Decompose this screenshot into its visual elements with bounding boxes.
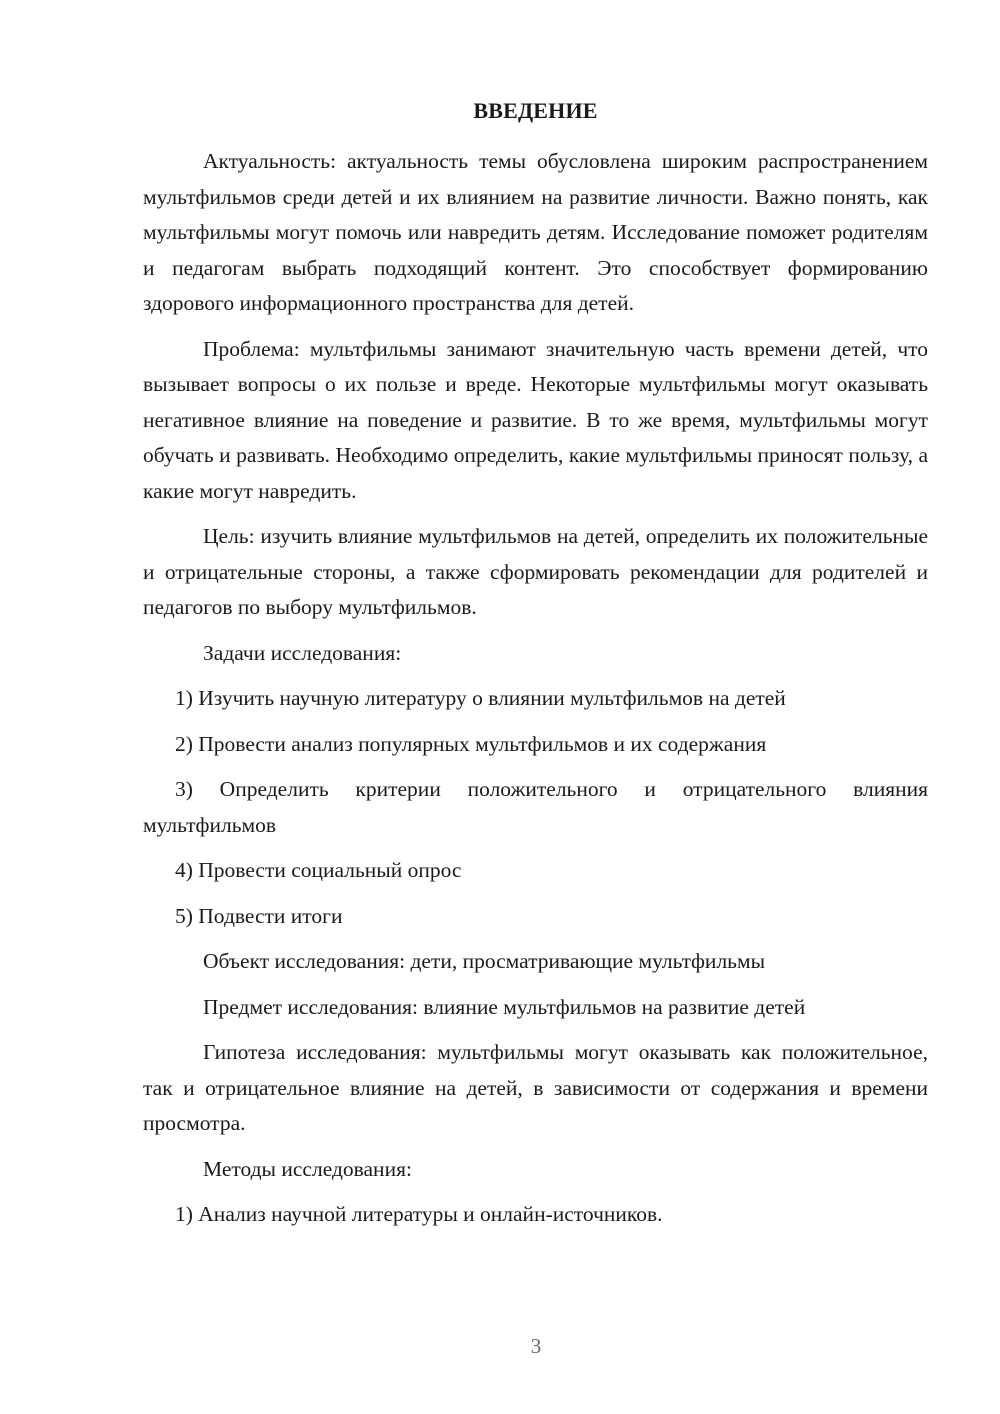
task-item: 5) Подвести итоги [175, 903, 343, 928]
section-title: ВВЕДЕНИЕ [473, 98, 598, 123]
method-item: 1) Анализ научной литературы и онлайн-источников. [175, 1202, 663, 1226]
research-hypothesis: Гипотеза исследования: мультфильмы могут оказывать как положительное, так и отрицательное влияние на детей, в зависимости от содержания и времени просмотра. [143, 1040, 928, 1135]
research-subject: Предмет исследования: влияние мультфильмов на развитие детей [203, 994, 806, 1019]
problem-paragraph: Проблема: мультфильмы занимают значительную часть времени детей, что вызывает вопросы о их пользе и вреде. Некоторые мультфильмы могут оказывать негативное влияние на поведение и развитие. В то же время, мультфильмы могут обучать и развивать. Необходимо определить, какие мультфильмы приносят пользу, а какие могут навредить. [143, 336, 928, 503]
page-number: 3 [530, 1334, 542, 1358]
methods-heading: Методы исследования: [203, 1156, 412, 1181]
task-item: 3) Определить критерии положительного и отрицательного влияния мультфильмов [143, 777, 928, 837]
task-item: 1) Изучить научную литературу о влиянии мультфильмов на детей [175, 686, 786, 710]
research-object: Объект исследования: дети, просматривающие мультфильмы [203, 949, 766, 973]
document-page [143, 96, 928, 1243]
task-item: 2) Провести анализ популярных мультфильмов и их содержания [175, 731, 767, 756]
relevance-paragraph: Актуальность: актуальность темы обусловлена широким распространением мультфильмов среди детей и их влиянием на развитие личности. Важно понять, как мультфильмы могут помочь или навредить детям. Исследование поможет родителям и педагогам выбрать подходящий контент. Это способствует формированию здорового информационного пространства для детей. [143, 149, 928, 315]
goal-paragraph: Цель: изучить влияние мультфильмов на детей, определить их положительные и отрицательные стороны, а также сформировать рекомендации для родителей и педагогов по выбору мультфильмов. [143, 524, 928, 619]
task-item: 4) Провести социальный опрос [175, 858, 462, 882]
tasks-heading: Задачи исследования: [203, 640, 402, 665]
